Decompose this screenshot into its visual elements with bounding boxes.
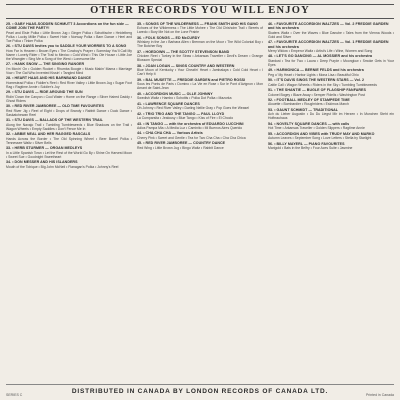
track-list: Colonel Bogey • Blaze Away • Semper Fidelis • Washington Post (268, 92, 365, 97)
catalog-entry (137, 131, 263, 139)
series-code: SERIES C (6, 393, 23, 397)
record-title: 49. • HARMONICA — BERNIE FELDS and his orchestra (268, 68, 364, 73)
track-list: Ach du Lieber Augustin • Du Du Liegst Mir im Herzen • In Munchen Steht ein Hofbrauhaus (268, 112, 394, 121)
track-list: Hot Time • Arkansas Traveller • Golden Slippers • Ragtime Annie (268, 126, 365, 131)
record-title: 44. • CHA CHA CHA — Various Artists (137, 131, 203, 136)
track-list: Whiskey in the Jar • Barbara Allen • Brennan on the Moor • The Wild Colonial Boy • The Butcher Boy (137, 40, 263, 49)
catalog-entry (268, 78, 394, 86)
record-title: 41. • LAWRENCE SQUARE DANCES (137, 101, 200, 106)
record-title: 32. • ABBIE NEAL AND HER RAGGED RASCALS (6, 132, 91, 137)
track-list: La Cumparsita • Jealousy • Blue Tango • Kiss of Fire • El Choclo (137, 116, 234, 120)
record-title: 29. • STU DAVIS — RIDE AROUND THE SUN (6, 90, 83, 95)
track-list: Cattle Call • Wagon Wheels • Riders in the Sky • Tumbling Tumbleweeds (268, 82, 377, 87)
record-title: 30. • RED RIVER JAMBOREE — OLD TIME FAVOURITES (6, 104, 104, 109)
record-title: 51. • THE SHANTIE — BUGLE OF FLAGSHIP FANFARES (268, 88, 366, 93)
track-list: I'm Movin' On • Golden Rocket • Rhumba Boogie • Music Makin' Mama • Marriage Vow • The Gal Who Invented Kissin' • Tangled Mind (6, 66, 132, 75)
record-title: 26. • STU DAVIS Invites you to SADDLE YOUR WORRIES TO A SONG (6, 44, 127, 49)
track-list: Alouette • Bombardier • Roughriders • Eskimos March (268, 102, 349, 107)
catalog-entry (137, 112, 263, 120)
track-list: Cherry Pink • Sweet and Gentle • Tea for Two Cha Cha • Cha Cha Chica (137, 135, 246, 140)
catalog-entry (137, 78, 263, 90)
record-title: 31. • STU DAVIS — BALLADS OF THE WESTERN TRAIL (6, 118, 103, 123)
record-title: 34. • DON MESSER AND HIS ISLANDERS (6, 160, 78, 165)
track-list: Skaters Waltz • Over the Waves • Blue Danube • Tales from the Vienna Woods • Gold and Silver (268, 30, 394, 39)
catalog-entry (137, 141, 263, 149)
catalog-entry (6, 22, 132, 43)
catalog-entry (268, 88, 394, 96)
track-list: Chicken Reel • Turkey in the Straw • Arkansas Traveller • Devil's Dream • Orange Blossom Special (137, 54, 263, 63)
track-list: Ridin' Down the Canyon • Cool Water • Home on the Range • Silver Haired Daddy • Ghost Riders (6, 94, 132, 103)
track-list: Echoes of the Wilderness • The Little Mohee • The Old Chisholm Trail • Streets of Laredo • Bury Me Not on the Lone Prairie (137, 26, 263, 35)
catalog-column-2 (137, 22, 263, 386)
track-list: Pearl and Elsie Polka • Little Brown Jug • Ginger Polka • Schottische • Heidelberg Polka • Lucky Millie Polka • Sweet Hole • Norway Polka • Barn Dance • Heel and Toe Polka • Tinker Polka (6, 30, 132, 43)
catalog-entry (6, 160, 132, 168)
track-list: Marigold • Bats in the Belfry • Four Aces Suite • Jasmine (268, 146, 353, 151)
record-title: 45. • RED RIVER JAMBOREE — COUNTRY DANCE (137, 141, 226, 146)
record-title: 54. • NOVELTY SQUARE DANCES — with calls (268, 122, 350, 126)
print-note: Printed in Canada (365, 393, 394, 397)
catalog-entry (6, 132, 132, 144)
record-title: 47. • FAVOURITE ACCORDION WALTZES — Vol. 1 FREDDIE GARDEN and his orchestra (268, 40, 389, 49)
catalog-entry (6, 90, 132, 102)
catalog-entry (137, 36, 263, 48)
catalog-entry (6, 62, 132, 74)
record-title: 27. • HANK SNOW — THE SINGING RANGER (6, 62, 85, 67)
catalog-entry (137, 92, 263, 100)
record-title: 33. • HERB STURMER — ORGAN MEDLEYS (6, 146, 83, 151)
record-title: 56. • BILLY MAYERL — PIANO FAVOURITES (268, 141, 345, 146)
catalog-entry (6, 44, 132, 61)
catalog-entry (137, 22, 263, 34)
catalog-entry (137, 50, 263, 62)
record-title: 55. • ACCORDION AND VIBES with TRUDY MAY AND MARKO (268, 131, 375, 136)
catalog-entry (6, 104, 132, 116)
track-list: Autumn Leaves • September Song • Love Letters • Stella by Starlight (268, 136, 372, 141)
track-list: How Far Is Heaven • Brown Eyes • The Cowboy's Prayer • Someday You'll Call My Name • Lonely Rider • The Trail to Mexico • Cold Wind • This Ole House • Little Joe the Wrangler • Sing Me a Song of the West • Lonesome Me (6, 48, 132, 61)
track-list: Hands Across the Border • The Old Spinning Wheel • Beer Barrel Polka • Tennessee Waltz • Silver Bells (6, 136, 132, 145)
track-list: Along the Navajo Trail • Tumbling Tumbleweeds • Blue Shadows on the Trail • Wagon Wheels • Empty Saddles • Don't Fence Me In (6, 122, 132, 131)
track-list: Sous les Ponts de Paris • Domino • La Vie en Rose • Sur le Pont d'Avignon • Mon Amant de Saint-Jean (137, 82, 263, 91)
catalog-entry (137, 102, 263, 110)
record-title: 46. • FAVOURITE ACCORDION WALTZES — Vol. 2 FREDDIE GARDEN and his orchestra (268, 22, 389, 31)
track-list: Oh Johnny • Red River Valley • Darling Nellie Gray • Pop Goes the Weasel (137, 106, 249, 111)
catalog-entry (268, 40, 394, 53)
catalog-entry (268, 108, 394, 120)
track-list: Merry Widow • Emperor Waltz • Artist's Life • Wine, Women and Song (268, 48, 373, 53)
record-title: 48. • LET'S GO DANCING — AL MOSSIER and his orchestra (268, 54, 373, 59)
track-list: Stardust • Tea for Two • Laura • Deep Purple • Moonglow • Smoke Gets in Your Eyes (268, 58, 394, 67)
catalog-column-3 (268, 22, 394, 386)
record-title: 53. • GAUNT SCHMIDT — TRADITIONAL (268, 108, 338, 113)
catalog-entry (6, 118, 132, 130)
track-list: Red River Jig • Reel of Eight • Drops of Brandy • Rabbit Dance • Duck Dance • Saskatchewan Reel (6, 108, 132, 117)
record-title: 28. • HEART HAAS AND HIS BARNBAND DANCE (6, 76, 91, 81)
record-title: 35. • SONGS OF THE WILDERNESS — FRANK SMITH AND HIS GANG (137, 22, 258, 26)
catalog-entry (268, 142, 394, 150)
track-list: Swedish Waltz • Hambo • Schottis • Polka Dot Polka • Mazurka (137, 96, 232, 101)
record-title: 50. • IT'S DAVIS SINGS THE WESTERN STARS — Vol. 2 (268, 78, 365, 83)
record-title: 39. • BAL MUSETTE — FREDDIE GARDEN and PIETRO ROSSI (137, 77, 246, 82)
track-list: In a Little Spanish Town • Let the Rest of the World Go By • Shine On Harvest Moon • Sweet Sue • Goodnight Sweetheart (6, 150, 132, 159)
catalog-entry (268, 22, 394, 39)
catalog-entry (268, 54, 394, 66)
record-title: 37. • HOEDOWN — THE SCOTTY STEVENSON BAND (137, 49, 230, 54)
catalog-entry (268, 132, 394, 140)
record-title: 43. • IN TANGO — with the orchestra of EDUARDO LUCCHINI (137, 121, 244, 126)
distribution-footer: DISTRIBUTED IN CANADA BY LONDON RECORDS OF CANADA LTD. (6, 384, 394, 395)
record-title: 42. • TRIO TRIO AND THE TANGO — PAUL LLOYD (137, 111, 225, 116)
record-title: 25. • GABY HAAS-SODDEN SCHMUTT 3 Accordions on the fun side — COME JOIN THE PARTY! (6, 22, 129, 31)
track-list: Mouth of the Tobique • Big John McNeil • Flanagan's Polka • Johnny's Reel (6, 164, 119, 169)
catalog-entry (268, 122, 394, 130)
catalog-entry (137, 122, 263, 130)
catalog-column-1 (6, 22, 132, 386)
catalog-columns (6, 22, 394, 386)
record-title: 52. • FOOTBALL MEDLEY OF STAMPEDE TIME (268, 98, 350, 103)
track-list: Homestead Polka • Fiddler's Reel • Red River Valley • Little Brown Jug • Sugar Foot Rag • Ragtime Annie • Soldier's Joy (6, 80, 132, 89)
catalog-entry (6, 146, 132, 158)
track-list: Red Wing • Little Brown Jug • Bingo Waltz • Rabbit Dance (137, 145, 224, 150)
catalog-entry (6, 76, 132, 88)
catalog-entry (268, 68, 394, 76)
page-title: OTHER RECORDS YOU WILL ENJOY (6, 4, 394, 19)
record-title: 40. • ACCORDION MUSIC — OLLE JOHNNY (137, 91, 213, 96)
record-title: 36. • FOLK SONGS — ED McCURDY (137, 35, 200, 40)
catalog-entry (137, 64, 263, 76)
track-list: Blue Moon of Kentucky • Your Cheatin' Heart • Jambalaya • Cold Cold Heart • I Can't Help It (137, 68, 263, 77)
record-title: 38. • JOAN LOGAN — SINGS COUNTRY AND WESTERN (137, 63, 235, 68)
catalog-entry (268, 98, 394, 106)
track-list: Adios Pampa Mia • A Media Luz • Caminito • Mi Buenos Aires Querido (137, 125, 243, 130)
track-list: Peg o' My Heart • Harbor Lights • Mona Lisa • Beautiful Ohio (268, 72, 359, 77)
